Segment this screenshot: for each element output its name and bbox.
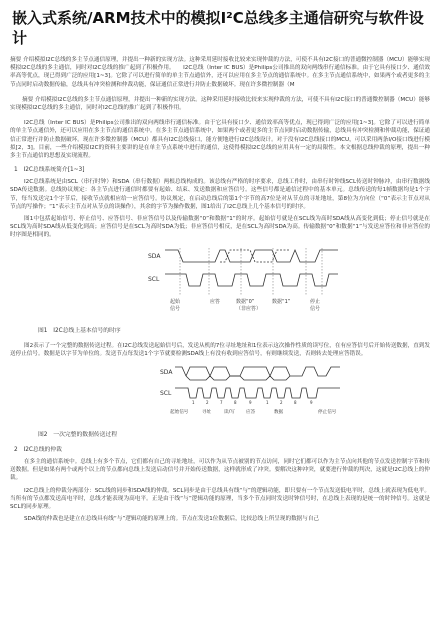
fig2-tick-1: 1 — [192, 400, 195, 406]
fig2-tick-8b: 8 — [294, 400, 297, 406]
arbitration-sda-paragraph: SDA线的仲裁也是建立在总线具有线“与”逻辑功能的原理上的。节点在发送1位数据后，比较总线上所呈现的数据与自己 — [24, 516, 320, 523]
fig2-sda-waveform — [175, 367, 340, 380]
fig2-tick-8: 8 — [234, 400, 237, 406]
fig1-sda-waveform-alt — [220, 250, 290, 262]
fig1-sda-label: SDA — [148, 252, 161, 260]
abstract-paragraph: 摘要 介绍模拟I2C总线的多主节点通信原理，并提出一种新的实现方法。这种采用延时接收比较来实现仲裁的方法，可使不具有I2C接口的普通微控制器（MCU）能够实现模拟I2C总线的多主通信，同时对I2C总线的推广起到了积极作用。 I2C总线（Inter IC BUS）是Philips公司推出的双向两线串行通信标准。由于它具有接口少、通信效率高等优点，现已得到广泛的应用[1~3]。它除了可以进行简单的单主节点通信外，还可以应用在多主节点的通信系统中。在多主节点通信系统中，如果两个或者更多的主节点同时启动数据传输，总线具有冲突检测和仲裁功能，保证通信正常进行并防止数据破坏。现在许多微控制器（M — [10, 57, 430, 88]
fig2-start-label: 起始信号 — [170, 410, 189, 416]
fig2-scl-waveform — [175, 388, 340, 398]
figure-1-caption: 图1 I2C总线上基本信号的时序 — [38, 327, 121, 334]
section-heading-2: 2 I2C总线的仲裁 — [14, 447, 62, 454]
fig1-start-label: 起始 — [170, 298, 181, 305]
fig1-data1-label: 数据“1” — [272, 298, 291, 305]
abstract-repeat-paragraph: 摘要 介绍模拟I2C总线的多主节点通信原理，并提出一种新的实现方法。这种采用延时接收比较来实现仲裁的方法，可使不具有I2C接口的普通微控制器（MCU）能够实现模拟I2C总线的多主通信，同时对I2C总线的推广起到了积极作用。 — [10, 96, 430, 112]
section-heading-1: 1 I2C总线系统简介[1~3] — [14, 167, 85, 174]
fig1-sda-waveform — [165, 250, 338, 262]
fig2-scl-label: SCL — [160, 390, 172, 398]
figure-2-caption: 图2 一次完整的数据传送过程 — [38, 432, 118, 439]
transfer-paragraph: 图2表示了一个完整的数据传送过程。在I2C总线发送起始信号后，发送从机的7位寻址地址和1位表示这次操作性质的读写位，在有应答信号后开始传送数据，直到发送停止信号。数据是以字节为单位的。发送节点每发送1个字节就要检测SDA线上有没有收到应答信号，有则继续发送，否则转去处理应答错误。 — [10, 342, 430, 357]
fig2-ack-label: 应答 — [246, 410, 256, 416]
fig2-data-label: 数据 — [274, 410, 284, 416]
fig2-tick-2: 2 — [206, 400, 209, 406]
fig1-scl-waveform — [165, 274, 338, 286]
fig2-tick-9b: 9 — [310, 400, 313, 406]
fig1-guides — [180, 248, 322, 296]
figure-2-transfer-diagram — [10, 358, 430, 428]
document-title: 嵌入式系统/ARM技术中的模拟I²C总线多主通信研究与软件设计 — [12, 9, 424, 47]
fig2-addr-label: 寻址 — [202, 410, 212, 416]
fig2-tick-1b: 1 — [266, 400, 269, 406]
fig1-data0-label: 数据“0” — [236, 298, 255, 305]
fig1-ack-label: 应答 — [210, 298, 221, 305]
fig1-stop-sub: 信号 — [310, 305, 321, 312]
arbitration-scl-paragraph: I2C总线上的仲裁分两部分：SCL线的同步和SDA线的仲裁。SCL同步是由于总线具有线“与”的逻辑功能，即只要有一个节点发送低电平时，总线上就表现为低电平。当所有的节点都发送高电平时，总线才能表现为高电平。正是由于线“与”逻辑功能的原理，当多个节点同时发送时钟信号时，在总线上表现的是统一的时钟信号。这就是SCL的同步原理。 — [10, 487, 430, 511]
fig1-stop-label: 停止 — [310, 298, 321, 305]
fig1-scl-label: SCL — [148, 275, 160, 283]
fig2-rw-label: 读/写 — [224, 410, 235, 416]
figure-1-timing-diagram — [10, 240, 430, 324]
signal-description-paragraph: 图1中包括起始信号、停止信号、应答信号、非应答信号以及传输数据“0”和数据“1”的时序。起始信号就是在SCL线为高时SDA线从高变化到低；停止信号就是在SCL线为高时SDA线从低变化到高；应答信号是在SCL为高时SDA为低；非应答信号相反，是在SCL为高时SDA为高。传输数据“0”和数据“1”与发送应答位和非应答位的时序图是相同的。 — [10, 216, 430, 239]
fig1-start-sub: 信号 — [170, 305, 181, 312]
fig1-ack-sub: （非应答） — [236, 305, 262, 312]
intro-paragraph: I2C总线（Inter IC BUS）是Philips公司推出的双向两线串行通信标准。由于它具有接口少、通信效率高等优点，现已得到广泛的应用[1~3]。它除了可以进行简单的单主节点通信外，还可以应用在多主节点的通信系统中。在多主节点通信系统中，如果两个或者更多的主节点同时启动数据传输，总线具有冲突检测和仲裁功能，保证通信正常进行并防止数据破坏。现在许多微控制器（MCU）都具有I2C总线接口，能方便地进行I2C总线设计。对于没有I2C总线接口的MCU，可以采用两条I/O接口线进行模拟[2，3]。目前，一些介绍模拟I2C的资料主要讲的是在单主节点系统中进行的通信，这使得模拟I2C总线的应用具有一定的局限性。本文根据总线仲裁的原理，提出一种多主节点通信的思想及实现流程。 — [10, 120, 430, 160]
fig2-sda-label: SDA — [160, 369, 173, 377]
fig2-tick-2b: 2 — [280, 400, 283, 406]
fig2-stop-label: 停止信号 — [318, 410, 337, 416]
fig2-tick-9: 9 — [249, 400, 252, 406]
arbitration-intro-paragraph: 在多主的通信系统中。总线上有多个节点，它们都有自己的寻址地址，可以作为从节点被别的节点访问，同时它们都可以作为主节点向其他的节点发送控制字节和传送数据。但是如果有两个或两个以上的节点都向总线上发送启动信号并开始传送数据，这样就形成了冲突。要解决这种冲突，就要进行仲裁的判决，这就是I2C总线上的仲裁。 — [10, 459, 430, 482]
bus-overview-paragraph: I2C总线系统是由SCL（串行时钟）和SDA（串行数据）两根总线构成的。该总线有严格的时序要求，总线工作时，由串行时钟线SCL传送时钟脉冲，由串行数据线SDA传送数据。总线协议规定：各主节点进行通信时都要有起始、结束、发送数据和应答信号。这些信号都是通信过程中的基本单元。总线传送的每1帧数据均是1个字节，每当发送完1个字节后，接收节点就相应给一应答信号。协议规定，在启动总线后的第1个字节的高7位是对从节点的寻址地址，第8位为方向位（“0”表示主节点对从节点的写操作；“1”表示主节点对从节点的读操作），其余的字节为操作数据，图1给出了I2C总线上几个基本信号的时序。 — [10, 179, 430, 210]
fig2-tick-7: 7 — [220, 400, 223, 406]
